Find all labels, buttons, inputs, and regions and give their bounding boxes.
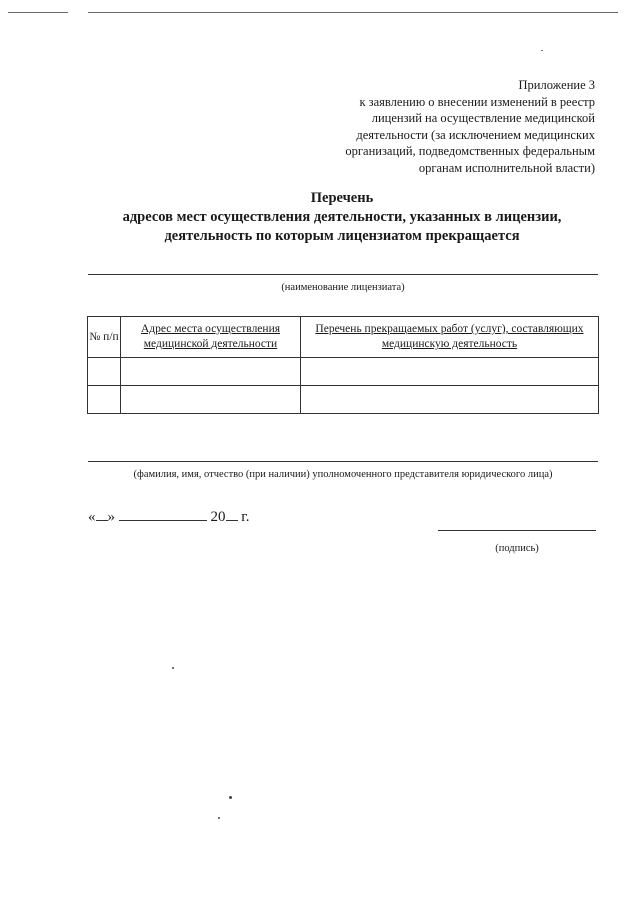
document-title	[22, 189, 640, 246]
signature-caption: (подпись)	[495, 543, 539, 554]
table-cell[interactable]	[88, 358, 121, 386]
appendix-line: Приложение 3	[518, 78, 595, 92]
places-table	[87, 316, 599, 414]
scan-speck	[218, 817, 220, 819]
year-field[interactable]	[226, 508, 238, 521]
appendix-header	[295, 77, 595, 176]
scan-artifact-line	[8, 12, 68, 13]
day-field[interactable]	[96, 508, 108, 521]
signature-field[interactable]	[438, 530, 596, 531]
title-line: деятельность по которым лицензиатом прекращается	[164, 228, 520, 244]
title-line: адресов мест осуществления деятельности, указанных в лицензии,	[122, 209, 562, 225]
appendix-line: организаций, подведомственных федеральным	[345, 144, 595, 158]
year-prefix: 20	[210, 509, 226, 525]
table-cell[interactable]	[301, 386, 599, 414]
table-row	[88, 358, 599, 386]
appendix-line: к заявлению о внесении изменений в реестр	[359, 94, 595, 109]
appendix-line: органам исполнительной власти)	[418, 160, 595, 175]
year-suffix: г.	[241, 509, 250, 525]
table-cell[interactable]	[301, 358, 599, 386]
appendix-line: деятельности (за исключением медицинских	[356, 127, 595, 142]
table-cell[interactable]	[88, 386, 121, 414]
date-open-quote: «	[88, 509, 96, 525]
date-close-quote: »	[107, 509, 115, 525]
licensee-caption: (наименование лицензиата)	[281, 282, 405, 293]
column-header-address-text: Адрес места осуществления медицинской деятельности	[140, 323, 281, 350]
date-line	[88, 508, 249, 526]
column-header-address	[121, 317, 301, 358]
column-header-number: № п/п	[88, 317, 121, 358]
scan-speck	[541, 50, 543, 51]
scan-speck	[229, 796, 232, 799]
column-header-services	[301, 317, 599, 358]
appendix-line: лицензий на осуществление медицинской	[371, 111, 595, 125]
table-row	[88, 386, 599, 414]
table-cell[interactable]	[121, 358, 301, 386]
table-header-row	[88, 317, 599, 358]
scan-speck	[172, 667, 174, 669]
table-cell[interactable]	[121, 386, 301, 414]
column-header-services-text: Перечень прекращаемых работ (услуг), составляющих медицинскую деятельность	[315, 323, 584, 350]
representative-caption: (фамилия, имя, отчество (при наличии) уполномоченного представителя юридического лица)	[133, 469, 553, 480]
title-line: Перечень	[310, 190, 374, 206]
representative-name-field[interactable]	[88, 461, 598, 462]
scan-artifact-line	[88, 12, 618, 13]
month-field[interactable]	[119, 508, 207, 521]
licensee-name-field[interactable]	[88, 274, 598, 275]
